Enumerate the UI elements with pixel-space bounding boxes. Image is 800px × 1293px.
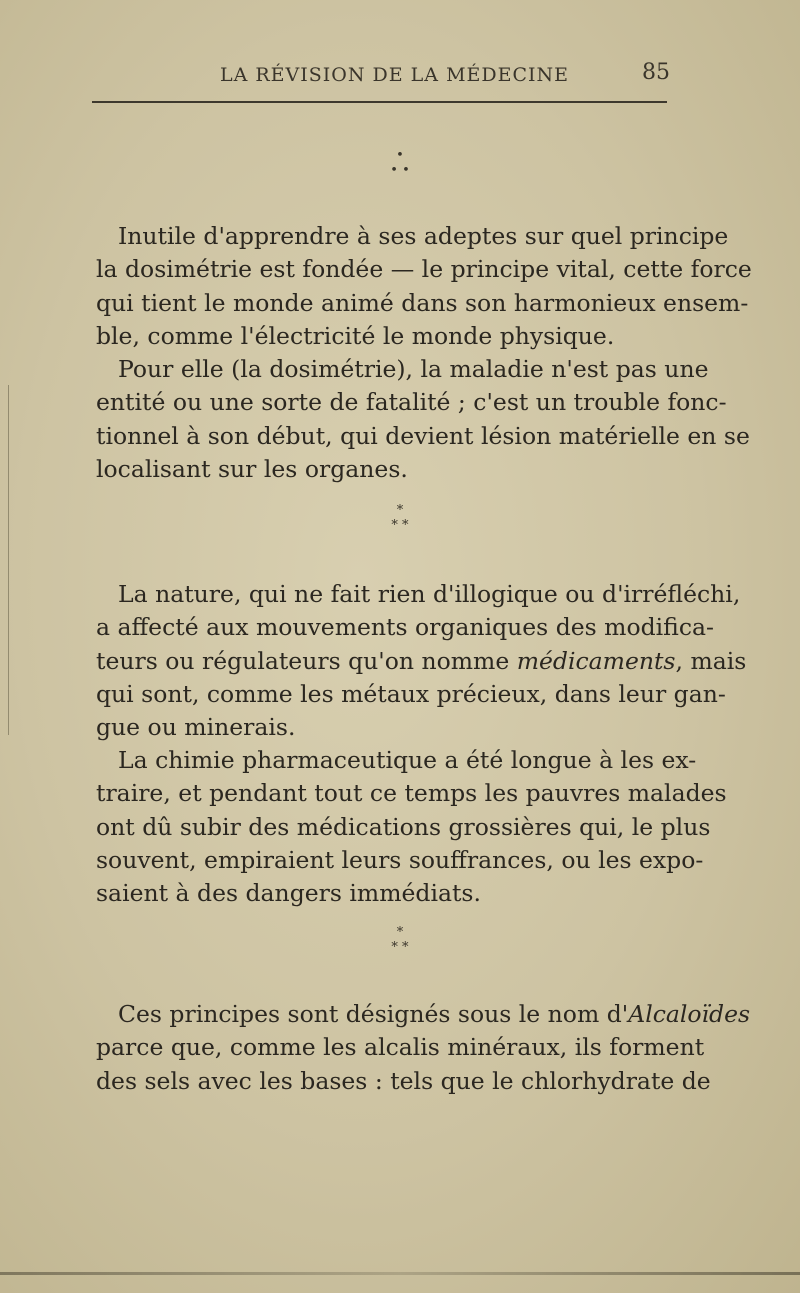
text-line	[96, 998, 751, 1031]
text-line: la dosimétrie est fondée — le principe vital, cette force	[96, 255, 752, 284]
text-line: localisant sur les organes.	[96, 454, 408, 483]
text-fragment: teurs ou régulateurs qu'on nomme	[96, 646, 510, 675]
text-line: des sels avec les bases : tels que le chlorhydrate de	[96, 1066, 711, 1095]
text-line: entité ou une sorte de fatalité ; c'est un trouble fonc-	[96, 388, 727, 417]
section-separator	[0, 503, 800, 533]
separator-top: *	[396, 925, 404, 940]
section-separator	[0, 925, 800, 955]
text-fragment: , mais	[675, 646, 747, 675]
text-line: qui tient le monde animé dans son harmonieux ensem-	[96, 288, 749, 317]
text-line: parce que, comme les alcalis minéraux, ils forment	[96, 1033, 705, 1062]
page-number: 85	[642, 60, 670, 85]
page-edge	[0, 1272, 800, 1275]
text-line: traire, et pendant tout ce temps les pauvres malades	[96, 779, 727, 808]
paragraph	[96, 353, 750, 486]
italic-term: médicaments	[516, 646, 676, 675]
running-head	[90, 58, 670, 98]
separator-bottom: * *	[391, 940, 409, 955]
text-line: Inutile d'apprendre à ses adeptes sur quel principe	[118, 222, 729, 250]
separator-bottom: • •	[390, 163, 410, 178]
paragraph	[96, 744, 727, 910]
running-head-title: LA RÉVISION DE LA MÉDECINE	[220, 64, 570, 86]
text-line: gue ou minerais.	[96, 713, 296, 742]
text-line: souvent, empiraient leurs souffrances, ou les expo-	[96, 845, 704, 874]
text-line	[96, 645, 747, 678]
paragraph	[96, 998, 751, 1098]
paragraph	[96, 220, 752, 353]
separator-top: •	[396, 148, 404, 163]
text-line: ont dû subir des médications grossières qui, le plus	[96, 812, 711, 841]
text-line: La nature, qui ne fait rien d'illogique ou d'irréfléchi,	[118, 580, 741, 608]
text-line: saient à des dangers immédiats.	[96, 879, 481, 908]
separator-top: *	[396, 503, 404, 518]
text-fragment: Ces principes sont désignés sous le nom d'	[118, 1000, 629, 1028]
header-rule	[92, 101, 667, 103]
section-separator	[0, 148, 800, 178]
margin-mark	[8, 385, 19, 735]
text-line: Pour elle (la dosimétrie), la maladie n'est pas une	[118, 355, 709, 383]
text-line: a affecté aux mouvements organiques des modifica-	[96, 613, 714, 642]
text-line: qui sont, comme les métaux précieux, dans leur gan-	[96, 679, 726, 708]
separator-bottom: * *	[391, 518, 409, 533]
paragraph	[96, 578, 747, 744]
text-line: La chimie pharmaceutique a été longue à les ex-	[118, 746, 697, 774]
text-line: tionnel à son début, qui devient lésion matérielle en se	[96, 421, 750, 450]
text-line: ble, comme l'électricité le monde physique.	[96, 321, 615, 350]
italic-term: Alcaloïdes	[628, 1000, 751, 1028]
